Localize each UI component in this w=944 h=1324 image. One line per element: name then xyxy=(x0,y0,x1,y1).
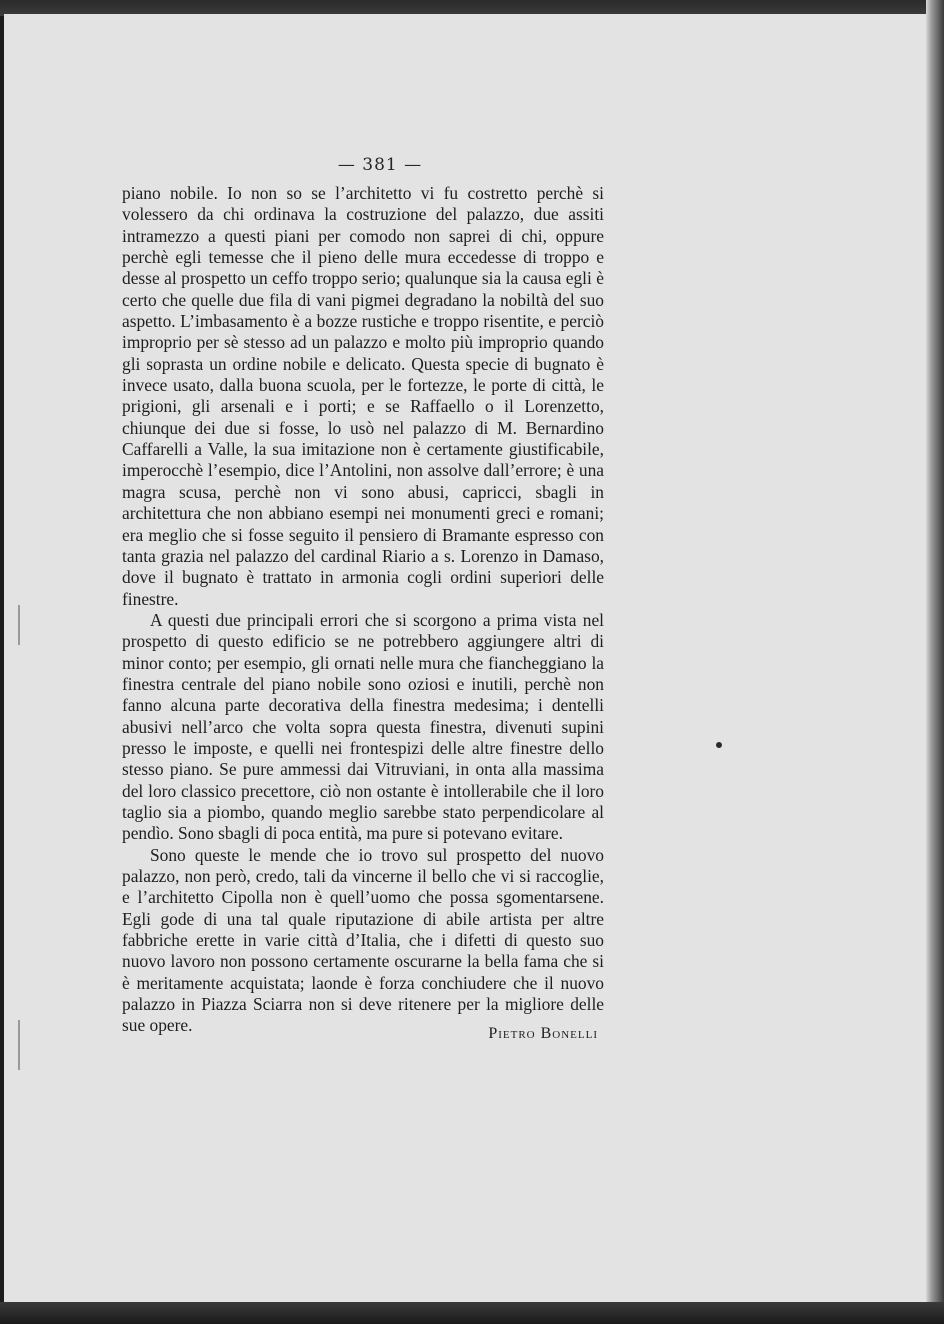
article-body xyxy=(122,183,604,1037)
page-number: — 381 — xyxy=(337,155,423,175)
scan-right-border xyxy=(926,0,944,1324)
scan-bottom-border xyxy=(0,1302,944,1324)
ink-speck xyxy=(716,742,722,748)
paragraph: piano nobile. Io non so se l’architetto vi fu costretto perchè si volessero da chi ordinava la costruzione del palazzo, due assiti intramezzo a questi piani per comodo non saprei di chi, oppure perchè egli temesse che il pieno delle mura eccedesse di troppo e desse al prospetto un ceffo troppo serio; qualunque sia la causa egli è certo che quelle due fila di vani pigmei degradano la nobiltà del suo aspetto. L’imbasamento è a bozze rustiche e troppo risentite, e perciò improprio per sè stesso ad un palazzo e molto più improprio quando gli soprasta un ordine nobile e delicato. Questa specie di bugnato è invece usato, dalla buona scuola, per le fortezze, le porte di città, le prigioni, gli arsenali e i porti; e se Raffaello o il Lorenzetto, chiunque dei due si fosse, lo usò nel palazzo di M. Bernardino Caffarelli a Valle, la sua imitazione non è certamente giustificabile, imperocchè l’esempio, dice l’Antolini, non assolve dall’errore; è una magra scusa, perchè non vi sono abusi, capricci, sbagli in architettura che non abbiano esempi nei monumenti greci e romani; era meglio che si fosse seguito il pensiero di Bramante espresso con tanta grazia nel palazzo del cardinal Riario a s. Lorenzo in Damaso, dove il bugnato è trattato in armonia cogli ordini superiori delle finestre. xyxy=(122,183,604,609)
paragraph: Sono queste le mende che io trovo sul prospetto del nuovo palazzo, non però, credo, tali da vincerne il bello che vi si raccoglie, e l’architetto Cipolla non è quell’uomo che possa sgomentarsene. Egli gode di una tal quale riputazione di abile artista per altre fabbriche erette in varie città d’Italia, che i difetti di questo suo nuovo lavoro non possono certamente oscurarne la bella fama che si è meritamente acquistata; laonde è forza conchiudere che il nuovo palazzo in Piazza Sciarra non si deve ritenere per la migliore delle sue opere. xyxy=(122,844,604,1036)
paragraph: A questi due principali errori che si scorgono a prima vista nel prospetto di questo edificio se ne potrebbero aggiungere altri di minor conto; per esempio, gli ornati nelle mura che fiancheggiano la finestra centrale del piano nobile sono oziosi e inutili, perchè non fanno alcuna parte decorativa della finestra medesima; i dentelli abusivi nell’arco che volta sopra questa finestra, divenuti supini presso le imposte, e quelli nei frontespizi delle altre finestre dello stesso piano. Se pure ammessi dai Vitruviani, in onta alla massima del loro classico precettore, ciò non ostante è intollerabile che il loro taglio sia a piombo, quando meglio sarebbe stato perpendicolare al pendìo. Sono sbagli di poca entità, ma pure si potevano evitare. xyxy=(122,609,604,844)
margin-mark xyxy=(18,605,20,645)
author-signature: Pietro Bonelli xyxy=(488,1025,598,1042)
margin-mark xyxy=(18,1020,20,1070)
